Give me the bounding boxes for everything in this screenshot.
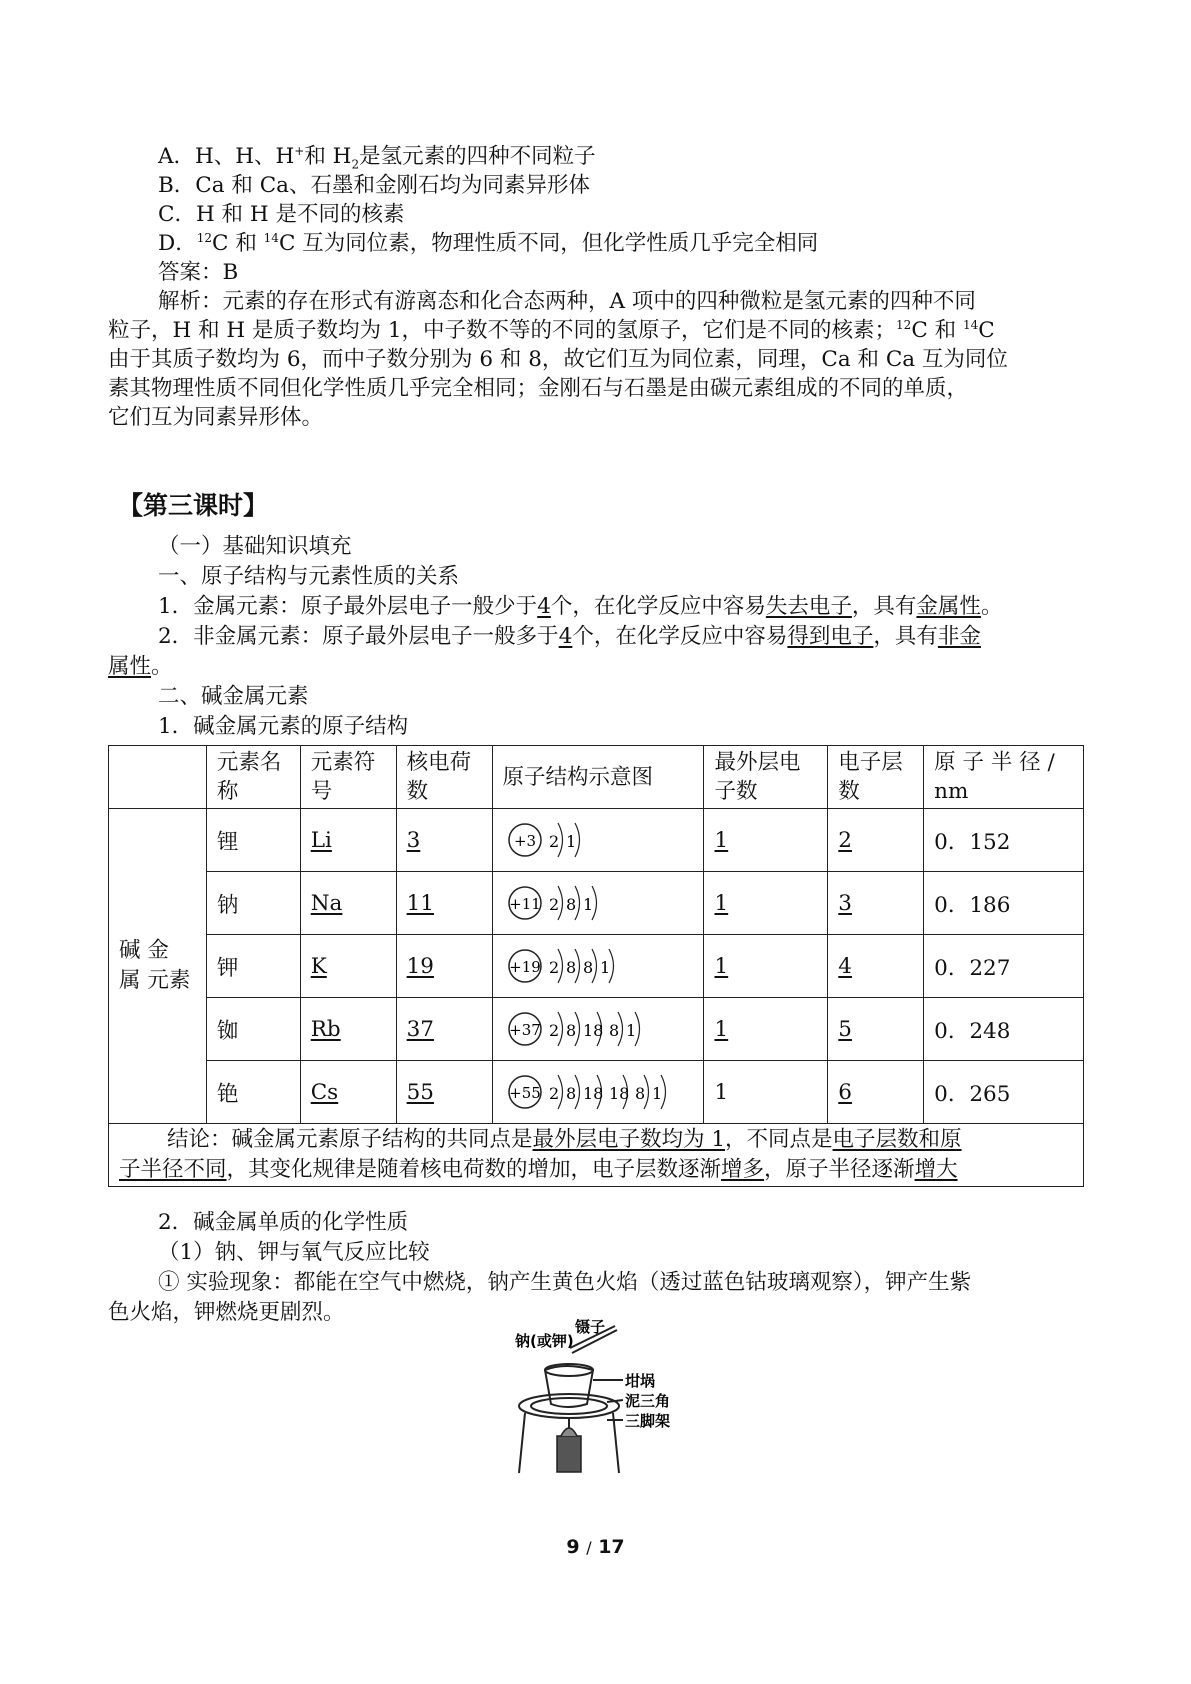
outer-electrons: 1: [704, 998, 828, 1061]
option-b: B．Ca 和 Ca、石墨和金刚石均为同素异形体: [158, 173, 591, 198]
shell-electron-count: 1: [625, 1021, 636, 1040]
atom-diagram: [503, 941, 693, 991]
outer-electrons: 1: [704, 872, 828, 935]
atom-diagram: [503, 1004, 693, 1054]
atom-diagram: [503, 815, 693, 865]
label-triangle: 泥三角: [625, 1392, 671, 1410]
option-a: A．H、H、H+和 $H_2$是氢元素的四种不同粒子: [158, 143, 596, 172]
shell-electron-count: 2: [548, 1084, 559, 1103]
label-crucible: 坩埚: [625, 1372, 656, 1390]
structure-diagram: [492, 935, 704, 998]
table-header-cell: 元素符号: [300, 746, 396, 809]
nuclear-charge: 55: [396, 1061, 492, 1124]
outer-electrons: 1: [704, 1061, 828, 1124]
label-tweezers: 镊子: [575, 1318, 606, 1336]
structure-diagram: [492, 809, 704, 872]
shell-electron-count: 8: [565, 958, 576, 977]
shell-electron-count: 2: [548, 1021, 559, 1040]
metal-line: 1．金属元素：原子最外层电子一般少于4个，在化学反应中容易失去电子，具有金属性。: [158, 594, 1003, 619]
nuclear-charge: 3: [396, 809, 492, 872]
burning-apparatus-figure: [515, 1318, 695, 1478]
conclusion-row: [109, 1124, 1084, 1187]
element-name: 铯: [206, 1061, 300, 1124]
alkali-structure-table: [108, 745, 1084, 1187]
analysis-line-4: 素其物理性质不同但化学性质几乎完全相同；金刚石与石墨是由碳元素组成的不同的单质，: [108, 376, 969, 401]
nuclear-charge: 37: [396, 998, 492, 1061]
shell-count: 4: [828, 935, 924, 998]
table-header-cell: 最外层电子数: [704, 746, 828, 809]
page-number: 9 / 17: [566, 1536, 625, 1558]
section-title: 【第三课时】: [118, 491, 269, 520]
shell-count: 2: [828, 809, 924, 872]
shell-count: 3: [828, 872, 924, 935]
nuclear-charge: 19: [396, 935, 492, 998]
shell-electron-count: 8: [582, 958, 593, 977]
answer: 答案：B: [158, 260, 239, 285]
shell-electron-count: 8: [565, 1021, 576, 1040]
structure-diagram: [492, 998, 704, 1061]
element-name: 钾: [206, 935, 300, 998]
group-label: 碱 金 属 元素: [109, 809, 207, 1124]
element-symbol: K: [300, 935, 396, 998]
subsection-basic: （一）基础知识填充: [158, 534, 352, 559]
shell-electron-count: 1: [599, 958, 610, 977]
experiment-line-1: ① 实验现象：都能在空气中燃烧，钠产生黄色火焰（透过蓝色钴玻璃观察），钾产生紫: [158, 1270, 972, 1295]
analysis-line-3: 由于其质子数均为 6，而中子数分别为 6 和 8，故它们互为同位素，同理，Ca 和 Ca 互为同位: [108, 347, 1008, 372]
table-header-cell: 原子结构示意图: [492, 746, 704, 809]
structure-diagram: [492, 1061, 704, 1124]
table-header-cell: [109, 746, 207, 809]
table-header-cell: 电子层数: [828, 746, 924, 809]
table-row: [109, 998, 1084, 1061]
element-name: 钠: [206, 872, 300, 935]
nucleus-charge: +11: [508, 895, 541, 913]
shell-electron-count: 2: [548, 895, 559, 914]
element-symbol: Cs: [300, 1061, 396, 1124]
atomic-radius: 0．152: [924, 809, 1084, 872]
element-symbol: Li: [300, 809, 396, 872]
shell-electron-count: 2: [548, 958, 559, 977]
table-row: [109, 935, 1084, 998]
subsection-chemistry: 2．碱金属单质的化学性质: [158, 1210, 409, 1235]
subsection-alkali: 二、碱金属元素: [158, 684, 309, 709]
shell-electron-count: 8: [634, 1084, 645, 1103]
subsection-oxygen: （1）钠、钾与氧气反应比较: [158, 1240, 430, 1265]
atomic-radius: 0．265: [924, 1061, 1084, 1124]
outer-electrons: 1: [704, 809, 828, 872]
table-header-cell: 核电荷数: [396, 746, 492, 809]
element-symbol: Rb: [300, 998, 396, 1061]
analysis-line-2: 粒子，H 和 H 是质子数均为 1，中子数不等的不同的氢原子，它们是不同的核素；$^{12}$C 和 $^{14}$C: [108, 317, 995, 343]
table-header-cell: 元素名称: [206, 746, 300, 809]
atomic-radius: 0．248: [924, 998, 1084, 1061]
burner-icon: [557, 1428, 581, 1472]
option-c: C．H 和 H 是不同的核素: [158, 202, 405, 227]
shell-electron-count: 1: [565, 832, 576, 851]
table-header-row: [109, 746, 1084, 809]
nucleus-charge: +55: [508, 1084, 541, 1102]
shell-electron-count: 18: [608, 1084, 629, 1103]
shell-electron-count: 1: [651, 1084, 662, 1103]
shell-electron-count: 8: [608, 1021, 619, 1040]
label-tripod: 三脚架: [625, 1412, 671, 1430]
experiment-line-2: 色火焰，钾燃烧更剧烈。: [108, 1300, 345, 1325]
atom-diagram: [503, 1067, 693, 1117]
table-row: [109, 1061, 1084, 1124]
element-name: 铷: [206, 998, 300, 1061]
table-row: [109, 872, 1084, 935]
shell-count: 6: [828, 1061, 924, 1124]
shell-electron-count: 2: [548, 832, 559, 851]
subsection-relation: 一、原子结构与元素性质的关系: [158, 564, 460, 589]
option-d: D．$^{12}$C 和 $^{14}$C 互为同位素，物理性质不同，但化学性质几乎完全相同: [158, 230, 819, 256]
element-name: 锂: [206, 809, 300, 872]
nucleus-charge: +3: [513, 832, 536, 850]
atom-diagram: [503, 878, 693, 928]
shell-electron-count: 8: [565, 895, 576, 914]
conclusion-cell: 结论：碱金属元素原子结构的共同点是最外层电子数均为 1，不同点是电子层数和原 子半径不同，其变化规律是随着核电荷数的增加，电子层数逐渐增多，原子半径逐渐增大: [109, 1124, 1084, 1187]
structure-diagram: [492, 872, 704, 935]
element-symbol: Na: [300, 872, 396, 935]
nuclear-charge: 11: [396, 872, 492, 935]
table-header-cell: 原 子 半 径 / nm: [924, 746, 1084, 809]
shell-electron-count: 18: [582, 1021, 603, 1040]
subsection-structure: 1．碱金属元素的原子结构: [158, 714, 409, 739]
atomic-radius: 0．227: [924, 935, 1084, 998]
nonmetal-line-2: 属性。: [108, 654, 173, 679]
table-row: [109, 809, 1084, 872]
nonmetal-line: 2．非金属元素：原子最外层电子一般多于4个，在化学反应中容易得到电子，具有非金: [158, 624, 981, 649]
shell-electron-count: 8: [565, 1084, 576, 1103]
atomic-radius: 0．186: [924, 872, 1084, 935]
shell-electron-count: 18: [582, 1084, 603, 1103]
analysis-line-1: 解析：元素的存在形式有游离态和化合态两种，A 项中的四种微粒是氢元素的四种不同: [158, 289, 976, 314]
analysis-line-5: 它们互为同素异形体。: [108, 405, 324, 430]
shell-count: 5: [828, 998, 924, 1061]
nucleus-charge: +19: [508, 958, 541, 976]
outer-electrons: 1: [704, 935, 828, 998]
label-metal: 钠(或钾): [515, 1332, 574, 1350]
shell-electron-count: 1: [582, 895, 593, 914]
nucleus-charge: +37: [508, 1021, 541, 1039]
